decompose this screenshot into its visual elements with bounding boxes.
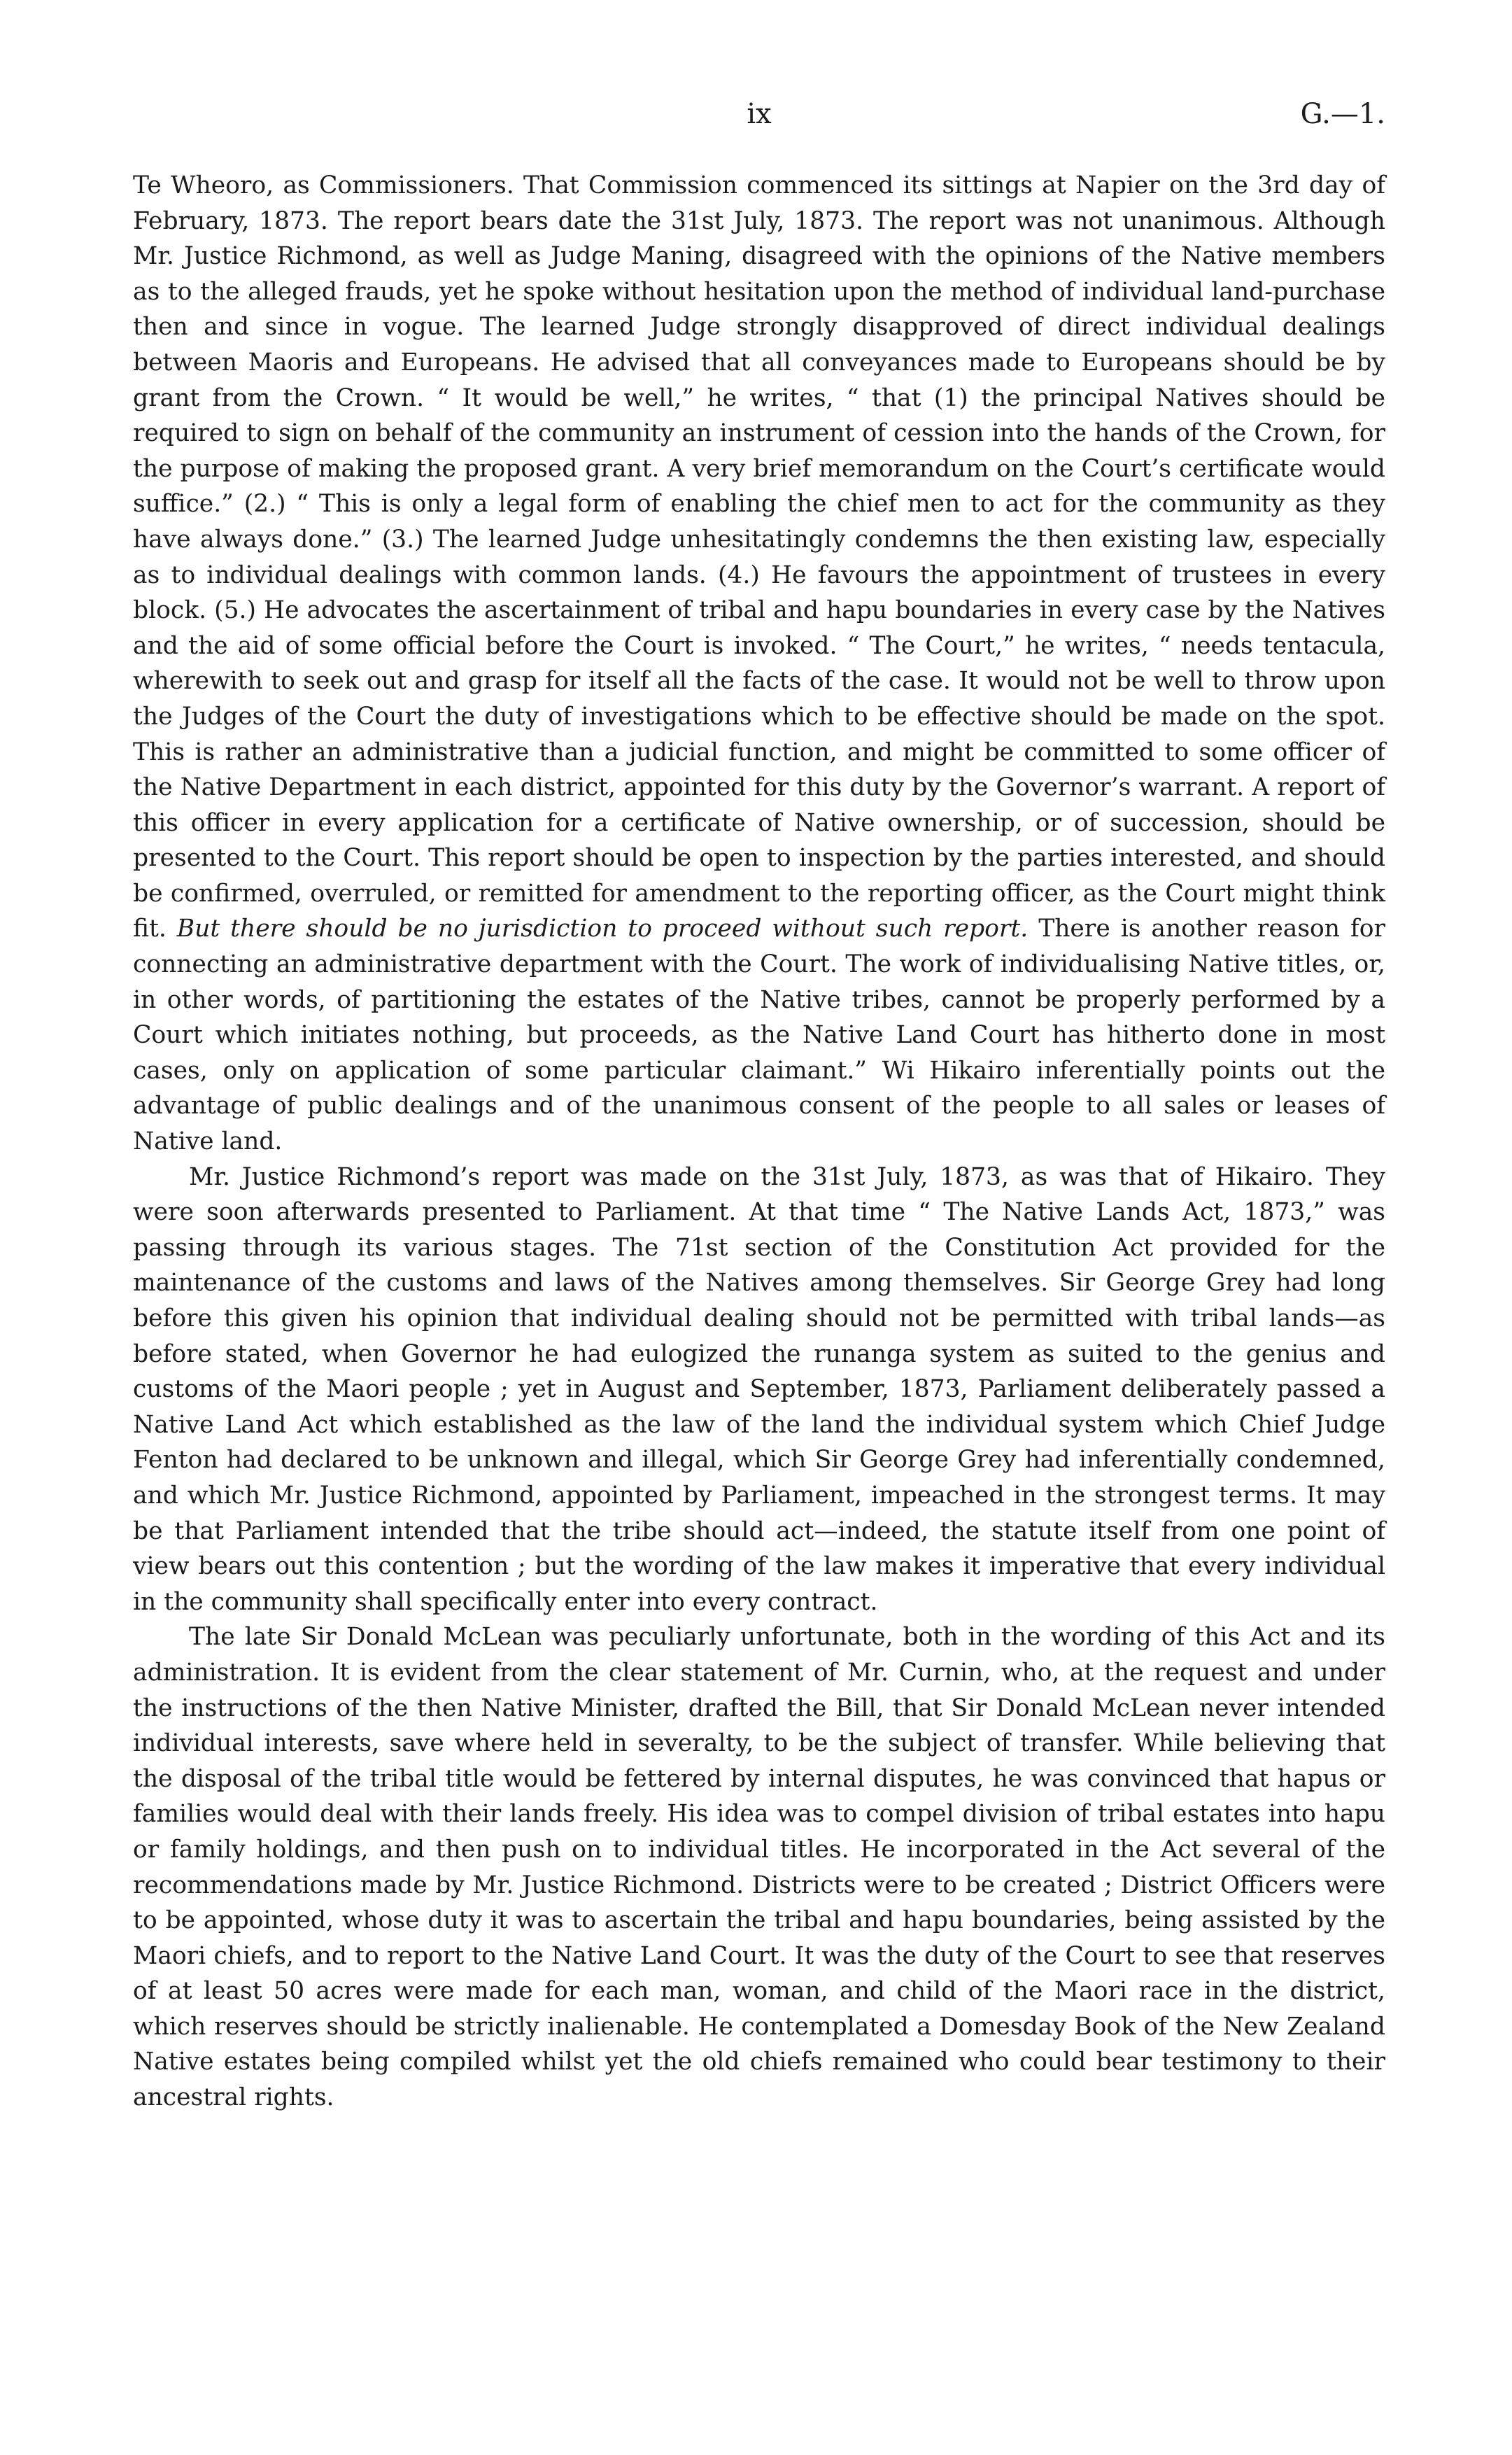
emphasized-quote: But there should be no jurisdiction to proceed without such report.: [176, 915, 1029, 943]
paragraph: Mr. Justice Richmond’s report was made on the 31st July, 1873, as was that of Hikairo. They were soon afterwards presented to Parliament. At that time “ The Native Lands Act, 1873,” was passing through its various stages. The 71st section of the Constitution Act provided for the maintenance of the customs and laws of the Natives among themselves. Sir George Grey had long before this given his opinion that individual dealing should not be permitted with tribal lands—as before stated, when Governor he had eulogized the runanga system as suited to the genius and customs of the Maori people ; yet in August and September, 1873, Parliament deliberately passed a Native Land Act which established as the law of the land the individual system which Chief Judge Fenton had declared to be unknown and illegal, which Sir George Grey had inferentially condemned, and which Mr. Justice Richmond, appointed by Parliament, impeached in the strongest terms. It may be that Parliament intended that the tribe should act—indeed, the statute itself from one point of view bears out this contention ; but the wording of the law makes it imperative that every individual in the community shall specifically enter into every contract.: [133, 1162, 1385, 1616]
body-text: [133, 168, 1385, 2116]
paragraph-text: There is another reason for connecting an administrative department with the Court. The work of individualising Native titles, or, in other words, of partitioning the estates of the Native tribes, cannot be properly performed by a Court which initiates nothing, but proceeds, as the Native Land Court has hitherto done in most cases, only on application of some particular claimant.” Wi Hikairo inferentially points out the advantage of public dealings and of the unanimous consent of the people to all sales or leases of Native land.: [133, 915, 1385, 1156]
paragraph: [133, 168, 1385, 1160]
page-number: ix: [747, 98, 772, 130]
paragraph-text: Te Wheoro, as Commissioners. That Commission commenced its sittings at Napier on the 3rd day of February, 1873. The report bears date the 31st July, 1873. The report was not unanimous. Although Mr. Justice Richmond, as well as Judge Maning, disagreed with the opinions of the Native members as to the alleged frauds, yet he spoke without hesitation upon the method of individual land-purchase then and since in vogue. The learned Judge strongly disapproved of direct individual dealings between Maoris and Europeans. He advised that all conveyances made to Europeans should be by grant from the Crown. “ It would be well,” he writes, “ that (1) the principal Natives should be required to sign on behalf of the community an instrument of cession into the hands of the Crown, for the purpose of making the proposed grant. A very brief memorandum on the Court’s certificate would suffice.” (2.) “ This is only a legal form of enabling the chief men to act for the community as they have always done.” (3.) The learned Judge unhesitatingly condemns the then existing law, especially as to individual dealings with common lands. (4.) He favours the appointment of trustees in every block. (5.) He advocates the ascertainment of tribal and hapu boundaries in every case by the Natives and the aid of some official before the Court is invoked. “ The Court,” he writes, “ needs tentacula, wherewith to seek out and grasp for itself all the facts of the case. It would not be well to throw upon the Judges of the Court the duty of investigations which to be effective should be made on the spot. This is rather an administrative than a judicial function, and might be committed to some officer of the Native Department in each district, appointed for this duty by the Governor’s warrant. A report of this officer in every application for a certificate of Native ownership, or of succession, should be presented to the Court. This report should be open to inspection by the parties interested, and should be confirmed, overruled, or remitted for amendment to the reporting officer, as the Court might think fit.: [133, 171, 1385, 943]
document-reference: G.—1.: [1300, 98, 1385, 130]
paragraph: The late Sir Donald McLean was peculiarly unfortunate, both in the wording of this Act and its administration. It is evident from the clear statement of Mr. Curnin, who, at the request and under the instructions of the then Native Minister, drafted the Bill, that Sir Donald McLean never intended individual interests, save where held in severalty, to be the subject of transfer. While believing that the disposal of the tribal title would be fettered by internal disputes, he was convinced that hapus or families would deal with their lands freely. His idea was to compel division of tribal estates into hapu or family holdings, and then push on to individual titles. He incorporated in the Act several of the recommendations made by Mr. Justice Richmond. Districts were to be created ; District Officers were to be appointed, whose duty it was to ascertain the tribal and hapu boundaries, being assisted by the Maori chiefs, and to report to the Native Land Court. It was the duty of the Court to see that reserves of at least 50 acres were made for each man, woman, and child of the Maori race in the district, which reserves should be strictly inalienable. He contemplated a Domesday Book of the New Zealand Native estates being compiled whilst yet the old chiefs remained who could bear testimony to their ancestral rights.: [133, 1623, 1385, 2112]
page-header: [133, 98, 1385, 140]
